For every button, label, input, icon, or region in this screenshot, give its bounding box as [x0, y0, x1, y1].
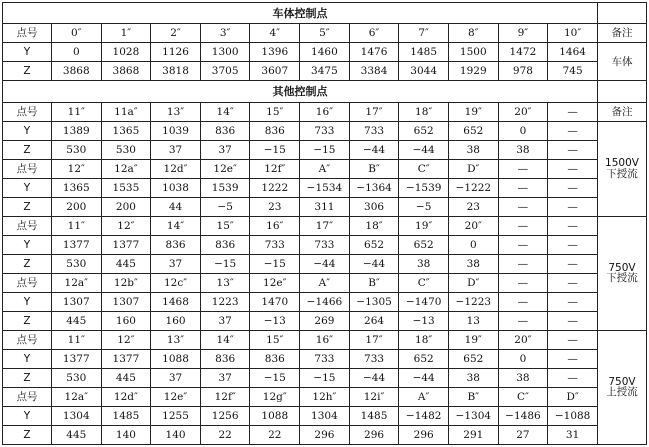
car-data-row: [3, 62, 647, 81]
point-id-cell: 11a″: [101, 102, 151, 121]
value-cell: 1396: [250, 43, 300, 62]
point-id-cell: —: [498, 216, 548, 235]
value-cell: 38: [448, 254, 498, 273]
axis-label-y: Y: [3, 292, 52, 311]
value-cell: −15: [250, 368, 300, 387]
value-cell: 1038: [151, 178, 201, 197]
value-cell: 264: [349, 311, 399, 330]
axis-label-z: Z: [3, 197, 52, 216]
value-cell: —: [498, 178, 548, 197]
point-id-cell: 1″: [101, 24, 151, 43]
value-cell: 1389: [51, 121, 101, 140]
value-cell: 38: [448, 368, 498, 387]
value-cell: 3475: [300, 62, 350, 81]
other-data-row: [3, 235, 647, 254]
value-cell: 22: [250, 425, 300, 444]
point-id-cell: 18″: [399, 330, 449, 349]
value-cell: −1466: [300, 292, 350, 311]
point-id-cell: —: [498, 273, 548, 292]
point-id-cell: 13″: [151, 330, 201, 349]
point-id-cell: 19″: [448, 330, 498, 349]
value-cell: −1304: [448, 406, 498, 425]
value-cell: −1539: [399, 178, 449, 197]
value-cell: 836: [200, 349, 250, 368]
other-data-row: [3, 368, 647, 387]
value-cell: —: [548, 292, 598, 311]
point-id-cell: 12b″: [101, 273, 151, 292]
value-cell: 1485: [349, 406, 399, 425]
point-id-cell: 6″: [349, 24, 399, 43]
value-cell: −1088: [548, 406, 598, 425]
value-cell: 733: [250, 235, 300, 254]
value-cell: 733: [300, 349, 350, 368]
value-cell: −44: [349, 368, 399, 387]
axis-label-z: Z: [3, 311, 52, 330]
point-id-cell: 12d″: [151, 159, 201, 178]
point-id-cell: 12c″: [151, 273, 201, 292]
car-section-title-blank: [597, 3, 646, 24]
point-id-cell: 12a″: [51, 273, 101, 292]
point-id-cell: 8″: [448, 24, 498, 43]
value-cell: 3705: [200, 62, 250, 81]
point-id-cell: 12a″: [51, 387, 101, 406]
group-note-line: 下授流: [606, 167, 638, 180]
value-cell: —: [548, 178, 598, 197]
point-id-cell: 16″: [250, 216, 300, 235]
value-cell: 1304: [51, 406, 101, 425]
value-cell: 0: [498, 121, 548, 140]
point-id-cell: 11″: [51, 102, 101, 121]
value-cell: 1485: [399, 43, 449, 62]
point-id-cell: D″: [448, 273, 498, 292]
value-cell: −44: [300, 254, 350, 273]
value-cell: 978: [498, 62, 548, 81]
value-cell: −44: [399, 140, 449, 159]
value-cell: 1088: [151, 349, 201, 368]
value-cell: −44: [349, 254, 399, 273]
group-note: [597, 121, 646, 216]
value-cell: 530: [51, 368, 101, 387]
point-id-cell: 0″: [51, 24, 101, 43]
group-note-line: 上授流: [606, 386, 638, 399]
value-cell: 160: [151, 311, 201, 330]
point-id-cell: 12e″: [250, 273, 300, 292]
value-cell: 445: [51, 425, 101, 444]
point-number-label: 点号: [3, 273, 52, 292]
group-note-line: 750V: [608, 261, 636, 274]
value-cell: 1039: [151, 121, 201, 140]
other-data-row: [3, 178, 647, 197]
axis-label-y: Y: [3, 406, 52, 425]
value-cell: —: [548, 349, 598, 368]
value-cell: 22: [200, 425, 250, 444]
point-id-cell: C″: [399, 159, 449, 178]
value-cell: 652: [399, 349, 449, 368]
value-cell: 23: [250, 197, 300, 216]
value-cell: 1377: [101, 349, 151, 368]
value-cell: −44: [399, 368, 449, 387]
value-cell: 1300: [200, 43, 250, 62]
value-cell: 1256: [200, 406, 250, 425]
axis-label-y: Y: [3, 178, 52, 197]
point-id-cell: 12f″: [250, 159, 300, 178]
point-id-cell: 11″: [51, 330, 101, 349]
value-cell: 38: [399, 254, 449, 273]
point-id-cell: 12e″: [200, 159, 250, 178]
point-id-cell: 12e″: [151, 387, 201, 406]
point-id-cell: D″: [448, 159, 498, 178]
value-cell: 1365: [101, 121, 151, 140]
other-data-row: [3, 406, 647, 425]
value-cell: −1305: [349, 292, 399, 311]
value-cell: 0: [51, 43, 101, 62]
value-cell: 23: [448, 197, 498, 216]
value-cell: 27: [498, 425, 548, 444]
point-number-label: 点号: [3, 216, 52, 235]
value-cell: 1500: [448, 43, 498, 62]
value-cell: 296: [349, 425, 399, 444]
value-cell: 31: [548, 425, 598, 444]
point-id-cell: A″: [399, 387, 449, 406]
point-id-cell: 15″: [250, 330, 300, 349]
point-id-cell: 3″: [200, 24, 250, 43]
point-id-cell: 4″: [250, 24, 300, 43]
value-cell: 269: [300, 311, 350, 330]
value-cell: 140: [151, 425, 201, 444]
value-cell: 38: [498, 140, 548, 159]
value-cell: 1223: [200, 292, 250, 311]
value-cell: —: [498, 235, 548, 254]
value-cell: —: [548, 368, 598, 387]
remarks-header: 备注: [597, 24, 646, 43]
value-cell: —: [548, 121, 598, 140]
value-cell: 37: [151, 254, 201, 273]
axis-label-y: Y: [3, 349, 52, 368]
point-id-cell: 10″: [548, 24, 598, 43]
value-cell: —: [548, 197, 598, 216]
group-note: [597, 216, 646, 330]
value-cell: −15: [250, 140, 300, 159]
point-id-cell: 12″: [101, 216, 151, 235]
car-point-header-row: [3, 24, 647, 43]
point-id-cell: 12f″: [200, 387, 250, 406]
point-id-cell: A″: [300, 273, 350, 292]
value-cell: —: [498, 254, 548, 273]
point-id-cell: 12d″: [101, 387, 151, 406]
point-id-cell: —: [548, 216, 598, 235]
point-id-cell: 5″: [300, 24, 350, 43]
value-cell: 44: [151, 197, 201, 216]
value-cell: —: [498, 197, 548, 216]
point-number-label: 点号: [3, 159, 52, 178]
point-number-label: 点号: [3, 102, 52, 121]
value-cell: 38: [498, 368, 548, 387]
point-id-cell: —: [548, 330, 598, 349]
value-cell: −5: [200, 197, 250, 216]
value-cell: 37: [200, 311, 250, 330]
point-id-cell: —: [498, 159, 548, 178]
point-id-cell: 14″: [200, 102, 250, 121]
value-cell: −15: [250, 254, 300, 273]
value-cell: 1476: [349, 43, 399, 62]
value-cell: 37: [151, 140, 201, 159]
value-cell: −1222: [448, 178, 498, 197]
value-cell: 1222: [250, 178, 300, 197]
value-cell: 3868: [101, 62, 151, 81]
point-id-cell: 16″: [300, 330, 350, 349]
remarks-header: 备注: [597, 102, 646, 121]
car-section-title-row: [3, 3, 647, 24]
point-number-label: 点号: [3, 387, 52, 406]
point-id-cell: 15″: [200, 216, 250, 235]
axis-label-y: Y: [3, 235, 52, 254]
value-cell: −5: [399, 197, 449, 216]
value-cell: 652: [448, 121, 498, 140]
point-id-cell: 14″: [151, 216, 201, 235]
point-id-cell: 11″: [51, 216, 101, 235]
value-cell: −1482: [399, 406, 449, 425]
value-cell: 1539: [200, 178, 250, 197]
value-cell: 652: [448, 349, 498, 368]
value-cell: 311: [300, 197, 350, 216]
value-cell: 37: [200, 140, 250, 159]
point-id-cell: 19″: [399, 216, 449, 235]
point-id-cell: 19″: [448, 102, 498, 121]
value-cell: 37: [200, 368, 250, 387]
point-id-cell: C″: [498, 387, 548, 406]
point-id-cell: B″: [448, 387, 498, 406]
point-id-cell: 18″: [349, 216, 399, 235]
value-cell: 733: [300, 235, 350, 254]
point-id-cell: 12″: [51, 159, 101, 178]
other-point-header-row: [3, 330, 647, 349]
other-point-header-row: [3, 159, 647, 178]
point-id-cell: B″: [349, 159, 399, 178]
value-cell: −15: [200, 254, 250, 273]
value-cell: −13: [250, 311, 300, 330]
other-data-row: [3, 311, 647, 330]
value-cell: 37: [151, 368, 201, 387]
value-cell: 3384: [349, 62, 399, 81]
value-cell: —: [498, 311, 548, 330]
axis-label-z: Z: [3, 254, 52, 273]
value-cell: 1472: [498, 43, 548, 62]
value-cell: 652: [399, 235, 449, 254]
axis-label-z: Z: [3, 368, 52, 387]
value-cell: 1485: [101, 406, 151, 425]
value-cell: 1126: [151, 43, 201, 62]
point-id-cell: 12″: [101, 330, 151, 349]
axis-label-z: Z: [3, 62, 52, 81]
value-cell: −1470: [399, 292, 449, 311]
other-point-header-row: [3, 387, 647, 406]
value-cell: 652: [349, 235, 399, 254]
point-id-cell: 2″: [151, 24, 201, 43]
value-cell: 3044: [399, 62, 449, 81]
value-cell: 3607: [250, 62, 300, 81]
value-cell: 1255: [151, 406, 201, 425]
value-cell: 1535: [101, 178, 151, 197]
point-id-cell: 12i″: [349, 387, 399, 406]
value-cell: 1468: [151, 292, 201, 311]
point-id-cell: 16″: [300, 102, 350, 121]
point-id-cell: 14″: [200, 330, 250, 349]
point-id-cell: 20″: [498, 102, 548, 121]
value-cell: −1534: [300, 178, 350, 197]
other-data-row: [3, 197, 647, 216]
value-cell: 3818: [151, 62, 201, 81]
other-data-row: [3, 254, 647, 273]
point-id-cell: A″: [300, 159, 350, 178]
other-data-row: [3, 140, 647, 159]
value-cell: −1486: [498, 406, 548, 425]
value-cell: 3868: [51, 62, 101, 81]
value-cell: 13: [448, 311, 498, 330]
other-section-title-row: [3, 81, 647, 102]
value-cell: 38: [448, 140, 498, 159]
other-point-header-row: [3, 102, 647, 121]
other-data-row: [3, 349, 647, 368]
point-id-cell: 9″: [498, 24, 548, 43]
value-cell: 0: [498, 349, 548, 368]
point-id-cell: 17″: [349, 330, 399, 349]
other-data-row: [3, 292, 647, 311]
value-cell: 140: [101, 425, 151, 444]
value-cell: 836: [200, 121, 250, 140]
value-cell: 1929: [448, 62, 498, 81]
value-cell: 0: [448, 235, 498, 254]
value-cell: 296: [399, 425, 449, 444]
point-id-cell: 20″: [498, 330, 548, 349]
axis-label-z: Z: [3, 140, 52, 159]
control-points-table: [2, 2, 647, 445]
value-cell: 836: [250, 349, 300, 368]
value-cell: −1364: [349, 178, 399, 197]
point-id-cell: C″: [399, 273, 449, 292]
point-id-cell: 20″: [448, 216, 498, 235]
point-id-cell: 17″: [300, 216, 350, 235]
value-cell: 733: [300, 121, 350, 140]
other-point-header-row: [3, 273, 647, 292]
axis-label-z: Z: [3, 425, 52, 444]
value-cell: 745: [548, 62, 598, 81]
value-cell: 445: [101, 368, 151, 387]
point-id-cell: 17″: [349, 102, 399, 121]
value-cell: −15: [300, 368, 350, 387]
point-id-cell: D″: [548, 387, 598, 406]
value-cell: 1470: [250, 292, 300, 311]
value-cell: 1464: [548, 43, 598, 62]
value-cell: −44: [349, 140, 399, 159]
point-id-cell: 13″: [200, 273, 250, 292]
value-cell: —: [548, 235, 598, 254]
car-section-title: 车体控制点: [3, 3, 598, 24]
value-cell: 836: [200, 235, 250, 254]
group-note-line: 下授流: [606, 272, 638, 285]
point-id-cell: 7″: [399, 24, 449, 43]
point-id-cell: —: [548, 273, 598, 292]
value-cell: 1307: [51, 292, 101, 311]
other-point-header-row: [3, 216, 647, 235]
value-cell: −1223: [448, 292, 498, 311]
value-cell: 1460: [300, 43, 350, 62]
point-id-cell: 12h″: [300, 387, 350, 406]
value-cell: 1377: [101, 235, 151, 254]
value-cell: 160: [101, 311, 151, 330]
group-note-line: 750V: [608, 375, 636, 388]
point-id-cell: B″: [349, 273, 399, 292]
value-cell: —: [548, 311, 598, 330]
value-cell: 200: [51, 197, 101, 216]
value-cell: —: [548, 254, 598, 273]
point-id-cell: 12g″: [250, 387, 300, 406]
car-body-note: 车体: [597, 43, 646, 81]
value-cell: 836: [250, 121, 300, 140]
value-cell: 733: [349, 349, 399, 368]
value-cell: 1028: [101, 43, 151, 62]
value-cell: 530: [51, 140, 101, 159]
other-section-title: 其他控制点: [3, 81, 598, 102]
group-note: [597, 330, 646, 444]
point-id-cell: 15″: [250, 102, 300, 121]
value-cell: 445: [101, 254, 151, 273]
value-cell: −13: [399, 311, 449, 330]
point-id-cell: 18″: [399, 102, 449, 121]
value-cell: 652: [399, 121, 449, 140]
other-data-row: [3, 425, 647, 444]
value-cell: 1377: [51, 349, 101, 368]
axis-label-y: Y: [3, 121, 52, 140]
value-cell: 1377: [51, 235, 101, 254]
value-cell: 1088: [250, 406, 300, 425]
value-cell: 445: [51, 311, 101, 330]
value-cell: 530: [101, 140, 151, 159]
value-cell: 1304: [300, 406, 350, 425]
point-number-label: 点号: [3, 24, 52, 43]
other-data-row: [3, 121, 647, 140]
value-cell: 296: [300, 425, 350, 444]
value-cell: 836: [151, 235, 201, 254]
point-id-cell: 12a″: [101, 159, 151, 178]
value-cell: —: [548, 140, 598, 159]
axis-label-y: Y: [3, 43, 52, 62]
value-cell: —: [498, 292, 548, 311]
value-cell: 530: [51, 254, 101, 273]
value-cell: 1307: [101, 292, 151, 311]
group-note-line: 1500V: [605, 157, 639, 170]
point-number-label: 点号: [3, 330, 52, 349]
point-id-cell: —: [548, 102, 598, 121]
point-id-cell: —: [548, 159, 598, 178]
other-section-title-blank: [597, 81, 646, 102]
value-cell: 291: [448, 425, 498, 444]
value-cell: −15: [300, 140, 350, 159]
value-cell: 733: [349, 121, 399, 140]
car-data-row: [3, 43, 647, 62]
value-cell: 306: [349, 197, 399, 216]
value-cell: 200: [101, 197, 151, 216]
point-id-cell: 13″: [151, 102, 201, 121]
value-cell: 1365: [51, 178, 101, 197]
